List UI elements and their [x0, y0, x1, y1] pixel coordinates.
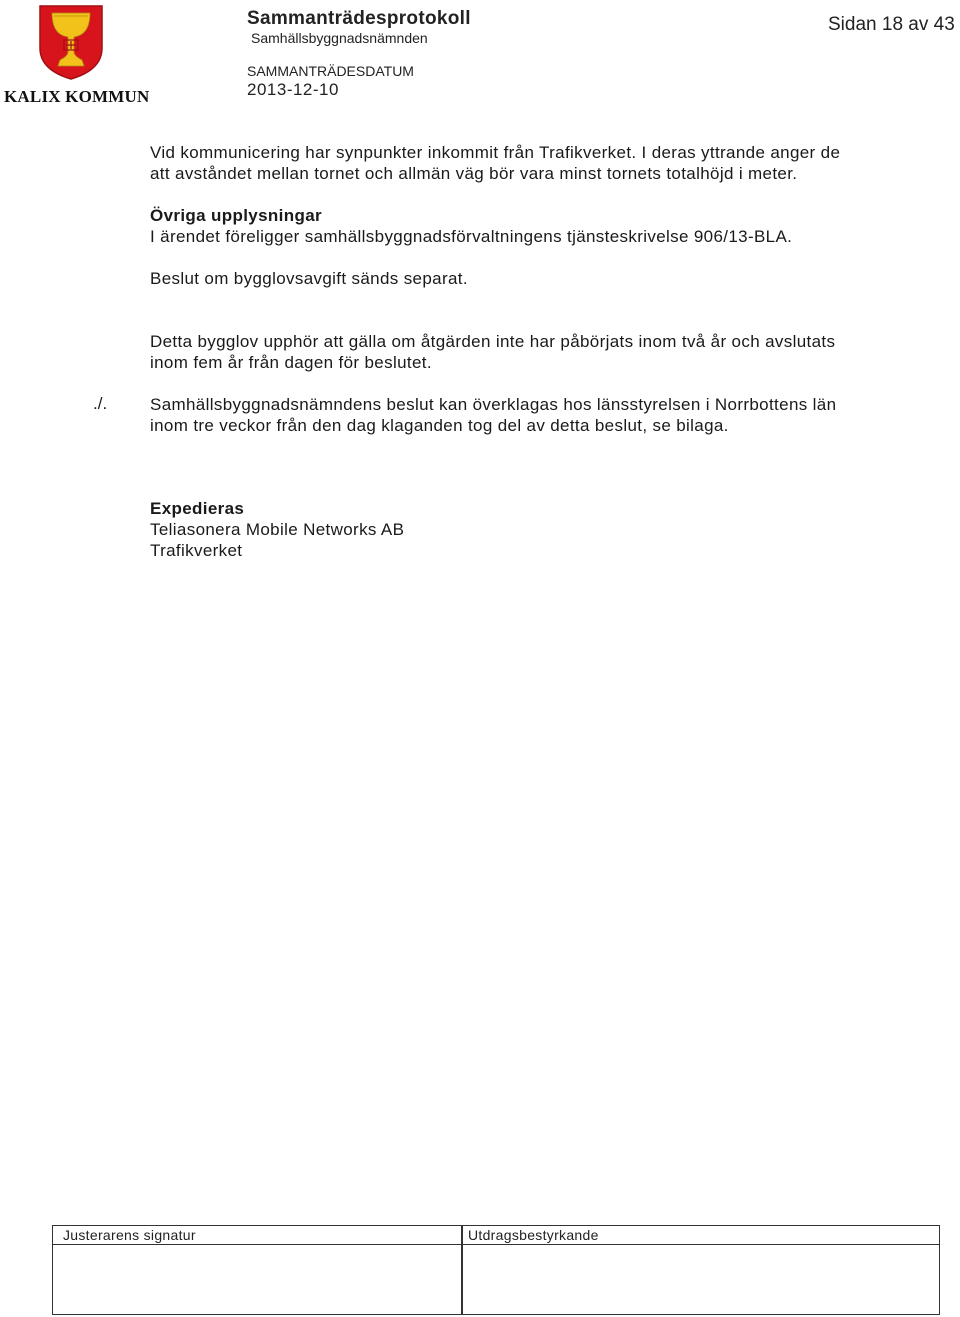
signature-box [52, 1225, 940, 1315]
kalix-crest-logo [38, 4, 104, 80]
meeting-date: 2013-12-10 [247, 80, 339, 99]
logo-text: KALIX KOMMUN [4, 87, 150, 106]
meeting-date-label: SAMMANTRÄDESDATUM [247, 63, 414, 79]
paragraph-trafikverket-line2: att avståndet mellan tornet och allmän väg bör vara minst tornets totalhöjd i meter. [150, 164, 798, 183]
expedieras-item: Teliasonera Mobile Networks AB [150, 520, 405, 539]
expedieras-item: Trafikverket [150, 541, 243, 560]
paragraph-bygglovsavgift: Beslut om bygglovsavgift sänds separat. [150, 269, 468, 288]
utdragsbestyrkande-label: Utdragsbestyrkande [468, 1227, 599, 1243]
paragraph-bygglov-line2: inom fem år från dagen för beslutet. [150, 353, 432, 372]
continuation-marker: ./. [93, 394, 108, 413]
signature-column-divider [461, 1226, 463, 1314]
page-number: Sidan 18 av 43 [828, 14, 955, 35]
committee-name: Samhällsbyggnadsnämnden [251, 30, 428, 46]
heading-expedieras: Expedieras [150, 499, 245, 518]
paragraph-trafikverket-line1: Vid kommunicering har synpunkter inkommit från Trafikverket. I deras yttrande anger de [150, 143, 841, 162]
paragraph-bygglov-line1: Detta bygglov upphör att gälla om åtgärden inte har påbörjats inom två år och avslutats [150, 332, 836, 351]
signature-header-divider [53, 1244, 939, 1245]
document-title: Sammanträdesprotokoll [247, 8, 471, 29]
paragraph-tjansteskrivelse: I ärendet föreligger samhällsbyggnadsförvaltningens tjänsteskrivelse 906/13-BLA. [150, 227, 793, 246]
justerarens-signatur-label: Justerarens signatur [63, 1227, 196, 1243]
paragraph-overklagan-line1: Samhällsbyggnadsnämndens beslut kan överklagas hos länsstyrelsen i Norrbottens län [150, 395, 837, 414]
paragraph-overklagan-line2: inom tre veckor från den dag klaganden tog del av detta beslut, se bilaga. [150, 416, 729, 435]
heading-ovriga-upplysningar: Övriga upplysningar [150, 206, 322, 225]
